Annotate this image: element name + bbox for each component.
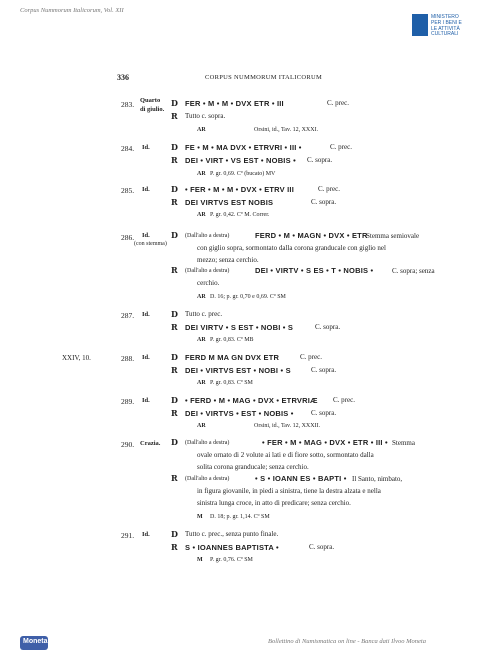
obverse-note: C. prec.	[300, 353, 322, 361]
denomination: Id.	[142, 531, 150, 538]
entry-number: 290.	[121, 440, 135, 449]
obverse-mark: D	[171, 230, 178, 240]
obverse-note: C. prec.	[330, 143, 352, 151]
obverse-desc: ovale ornato di 2 volute ai lati e di fiore sotto, sormontato dalla	[197, 451, 374, 459]
entry-meta: P. gr. 0,69. Cº (bucato) MV	[210, 171, 276, 177]
entry-meta: D. 18; p. gr. 1,14. Cº SM	[210, 514, 270, 520]
direction-note: (Dall'alto a destra)	[185, 440, 230, 446]
obverse-mark: D	[171, 529, 178, 539]
denomination: Quarto	[140, 97, 161, 104]
entry-number: 286.	[121, 233, 135, 242]
reverse-note: C. sopra; senza	[392, 267, 435, 275]
metal: M	[197, 557, 203, 563]
reverse-mark: R	[171, 111, 178, 121]
obverse-mark: D	[171, 142, 178, 152]
obverse-desc: Stemma semiovale	[366, 232, 420, 240]
reverse-note: C. sopra.	[309, 543, 335, 551]
entry-number: 284.	[121, 144, 135, 153]
reverse-mark: R	[171, 408, 178, 418]
metal: AR	[197, 337, 206, 343]
denomination: di giulio.	[140, 106, 165, 113]
reverse-legend: DEI • VIRT • VS EST • NOBIS •	[185, 156, 296, 165]
denomination: Id.	[142, 144, 150, 151]
page-number: 336	[117, 73, 129, 82]
denomination: Id.	[142, 397, 150, 404]
obverse-legend: FE • M • MA DVX • ETRVRI • III •	[185, 143, 302, 152]
obverse-legend: • FERD • M • MAG • DVX • ETRVRIÆ	[185, 396, 318, 405]
obverse-note: C. prec.	[327, 99, 349, 107]
reverse-legend: DEI VIRTVS EST NOBIS	[185, 198, 274, 207]
reverse-legend: DEI VIRTV • S EST • NOBI • S	[185, 323, 294, 332]
obverse-desc: mezzo; senza cerchio.	[197, 256, 259, 264]
entry-number: 285.	[121, 186, 135, 195]
reverse-mark: R	[171, 365, 178, 375]
obverse-mark: D	[171, 309, 178, 319]
reverse-mark: R	[171, 155, 178, 165]
obverse-desc: Stemma	[392, 439, 415, 447]
reverse-desc: cerchio.	[197, 279, 220, 287]
reverse-legend: DEI • VIRTVS EST • NOBI • S	[185, 366, 291, 375]
obverse-note: C. prec.	[318, 185, 340, 193]
obverse-legend: FERD M MA GN DVX ETR	[185, 353, 280, 362]
direction-note: (Dall'alto a destra)	[185, 268, 230, 274]
direction-note: (Dall'alto a destra)	[185, 476, 230, 482]
denomination: Id.	[142, 354, 150, 361]
reverse-desc: in figura giovanile, in piedi a sinistra, tiene la destra alzata e nella	[197, 487, 381, 495]
reverse-mark: R	[171, 473, 178, 483]
reverse-mark: R	[171, 542, 178, 552]
reverse-legend: DEI • VIRTV • S ES • T • NOBIS •	[255, 266, 374, 275]
running-head: CORPUS NUMMORUM ITALICORUM	[205, 74, 323, 81]
obverse-legend: • FER • M • M • DVX • ETRV III	[185, 185, 295, 194]
entry-number: 291.	[121, 531, 135, 540]
obverse-mark: D	[171, 437, 178, 447]
metal: AR	[197, 171, 206, 177]
obverse-desc: con giglio sopra, sormontato dalla corona granducale con giglio nel	[197, 244, 386, 252]
entry-number: 287.	[121, 311, 135, 320]
footer-source: Bollettino di Numismatica on line - Banca dati Ilvoo Moneta	[268, 638, 426, 645]
obverse-legend: • FER • M • MAG • DVX • ETR • III •	[262, 438, 388, 447]
ministry-logo-icon	[412, 14, 428, 36]
metal: AR	[197, 212, 206, 218]
entry-meta: Orsini, id., Tav. 12, XXXI.	[254, 127, 319, 133]
obverse-legend: FERD • M • MAGN • DVX • ETR	[255, 231, 368, 240]
denomination: Id.	[142, 186, 150, 193]
denomination: Id.	[142, 311, 150, 318]
reverse-legend: DEI • VIRTVS • EST • NOBIS •	[185, 409, 294, 418]
entry-meta: P. gr. 0,83. Cº SM	[210, 380, 253, 386]
entry-meta: P. gr. 0,76. Cº SM	[210, 557, 253, 563]
reverse-legend: • S • IOANN ES • BAPTI •	[255, 474, 347, 483]
reverse-text: Tutto c. sopra.	[185, 112, 226, 120]
metal: AR	[197, 127, 206, 133]
metal: AR	[197, 380, 206, 386]
obverse-note: C. prec.	[333, 396, 355, 404]
metal: AR	[197, 423, 206, 429]
obverse-mark: D	[171, 352, 178, 362]
direction-note: (Dall'alto a destra)	[185, 233, 230, 239]
moneta-logo-icon: Moneta	[20, 636, 48, 650]
reverse-note: C. sopra.	[315, 323, 341, 331]
metal: M	[197, 514, 203, 520]
obverse-desc: solita corona granducale; senza cerchio.	[197, 463, 309, 471]
obverse-legend: FER • M • M • DVX ETR • III	[185, 99, 284, 108]
entry-meta: Orsini, id., Tav. 12, XXXII.	[254, 423, 321, 429]
ministry-name: MINISTERO PER I BENI E LE ATTIVITÀ CULTURALI	[431, 14, 462, 38]
reverse-desc: sinistra lunga croce, in atto di predicare; senza cerchio.	[197, 499, 351, 507]
obverse-mark: D	[171, 395, 178, 405]
reverse-mark: R	[171, 197, 178, 207]
obverse-text: Tutto c. prec., senza punto finale.	[185, 530, 279, 538]
obverse-mark: D	[171, 98, 178, 108]
reverse-note: C. sopra.	[311, 198, 337, 206]
denomination-note: (con stemma)	[134, 241, 167, 247]
obverse-mark: D	[171, 184, 178, 194]
journal-header: Corpus Nummorum Italicorum, Vol. XII	[20, 7, 124, 14]
reverse-note: C. sopra.	[311, 366, 337, 374]
denomination: Id.	[142, 232, 150, 239]
reverse-legend: S • IOANNES BAPTISTA •	[185, 543, 279, 552]
entry-number: 283.	[121, 100, 135, 109]
denomination: Crazia.	[140, 440, 161, 447]
plate-reference: XXIV, 10.	[62, 354, 91, 362]
entry-number: 289.	[121, 397, 135, 406]
entry-meta: P. gr. 0,83. Cº MB	[210, 337, 254, 343]
reverse-mark: R	[171, 322, 178, 332]
entry-meta: P. gr. 0,42. Cº M. Correr.	[210, 212, 270, 218]
metal: AR	[197, 294, 206, 300]
reverse-note: C. sopra.	[307, 156, 333, 164]
obverse-text: Tutto c. prec.	[185, 310, 223, 318]
entry-meta: D. 16; p. gr. 0,70 e 0,69. Cº SM	[210, 294, 286, 300]
reverse-note: C. sopra.	[311, 409, 337, 417]
entry-number: 288.	[121, 354, 135, 363]
reverse-mark: R	[171, 265, 178, 275]
reverse-desc: Il Santo, nimbato,	[352, 475, 403, 483]
